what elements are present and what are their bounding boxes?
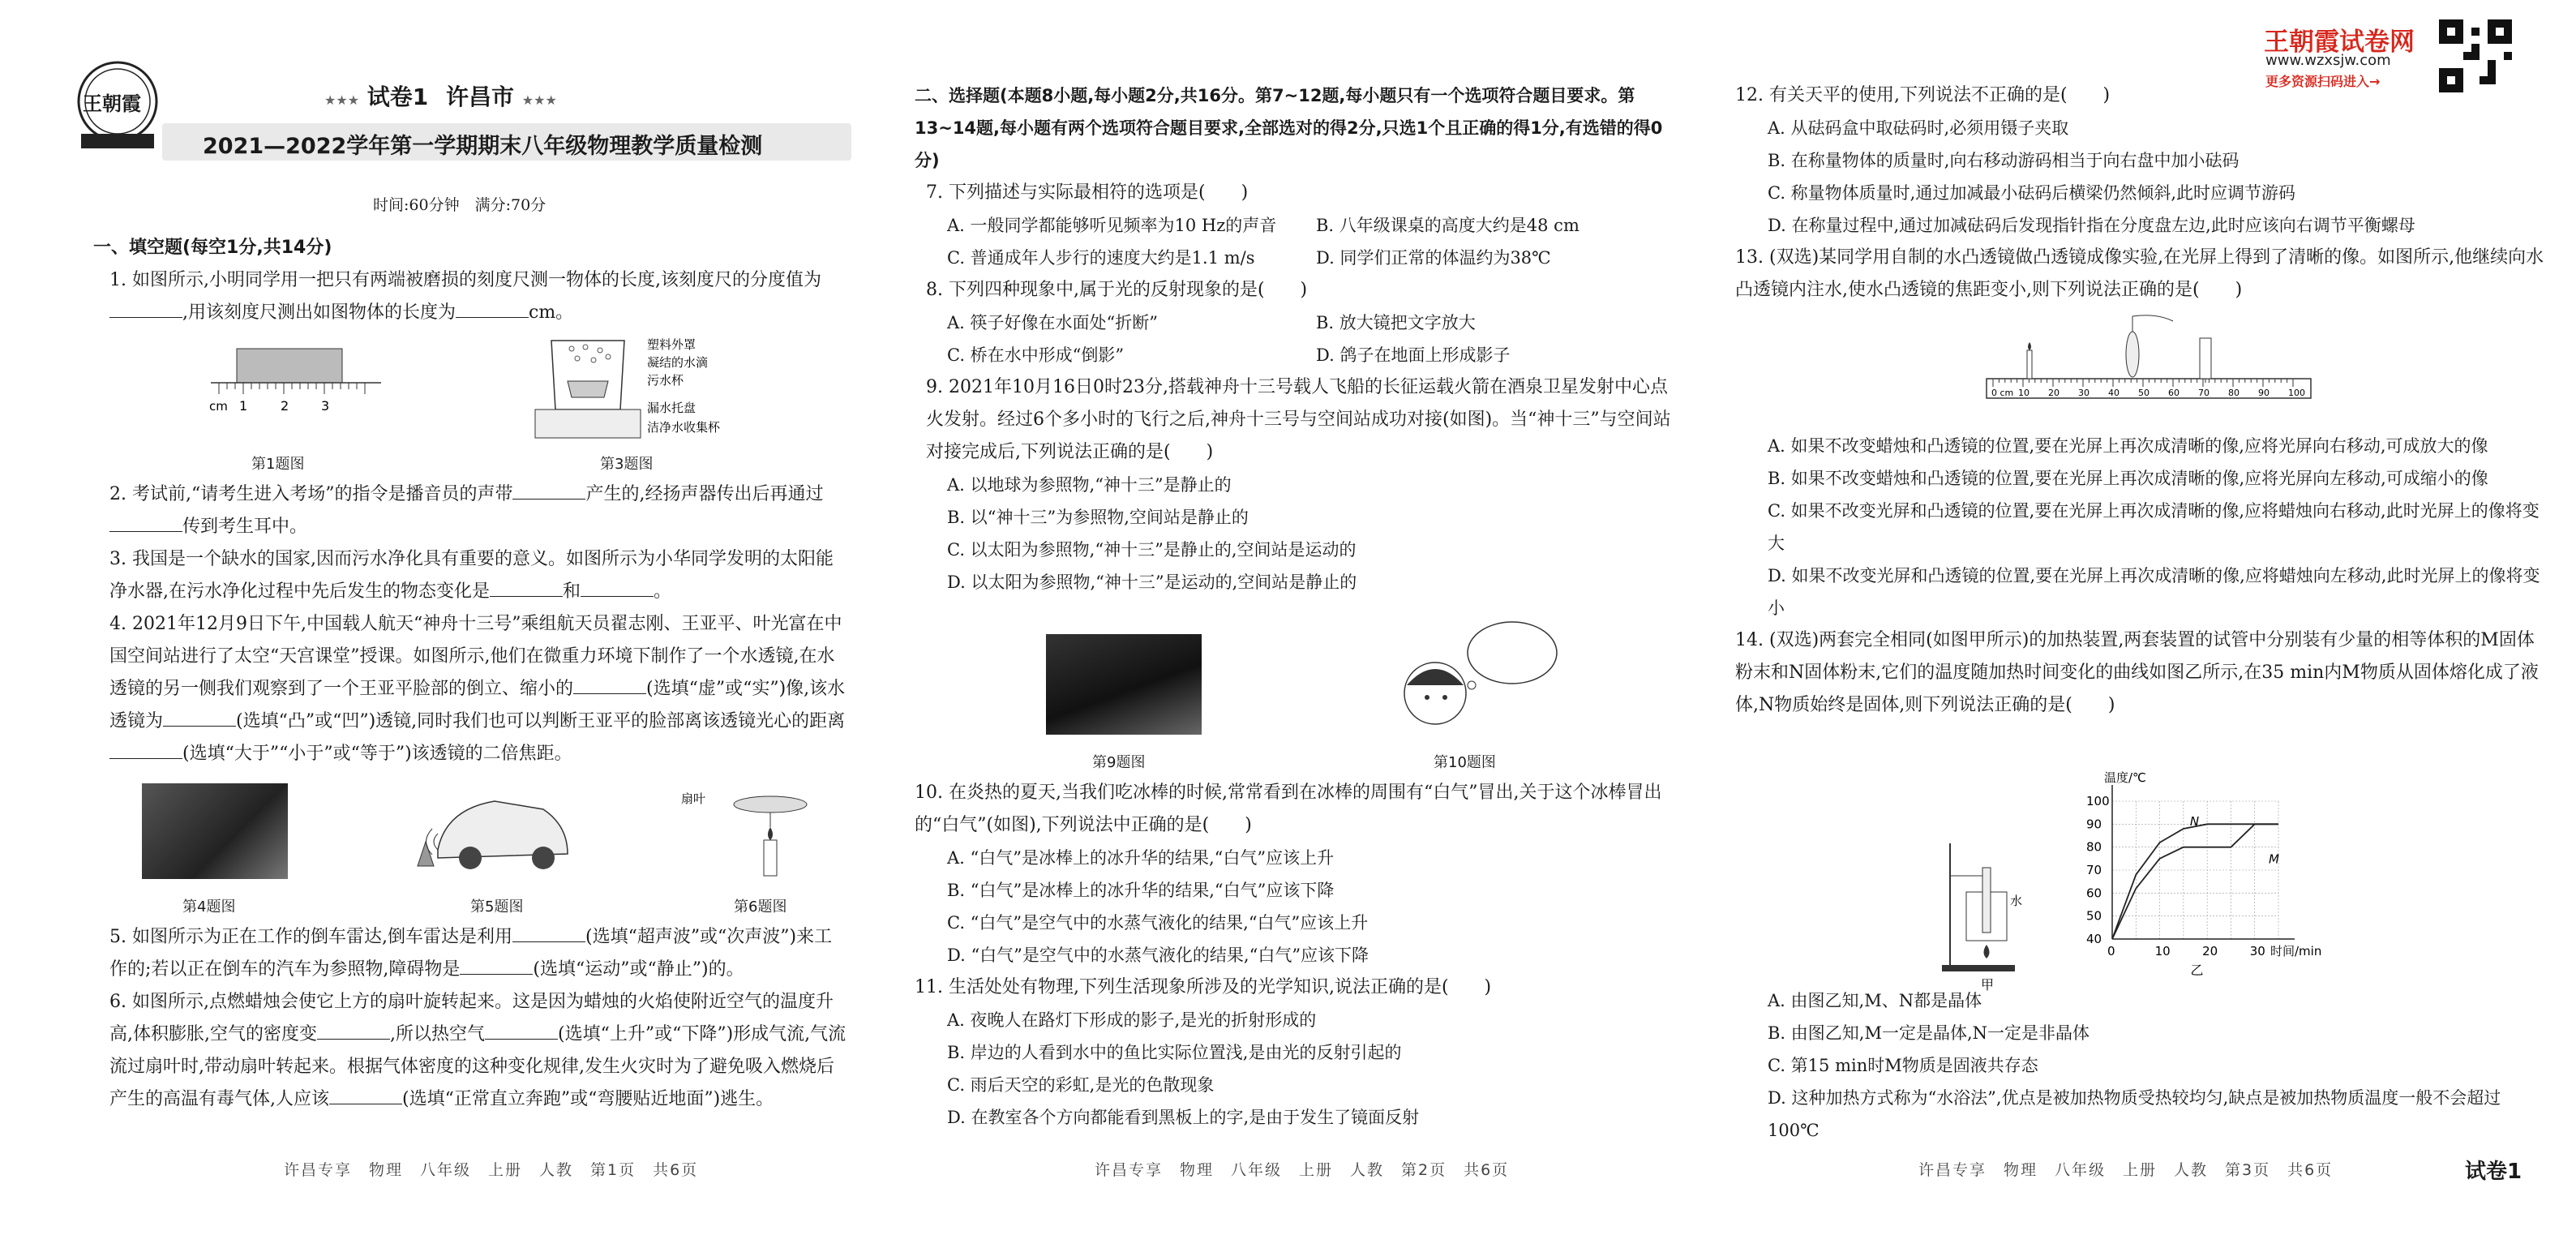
bench-tick-label: 60: [2168, 388, 2180, 398]
fig3-label: 凝结的水滴: [647, 355, 709, 370]
ruler-tick-label: 1: [239, 398, 248, 414]
y-axis-label: 温度/℃: [2104, 770, 2146, 785]
answer-blank[interactable]: [490, 578, 563, 597]
option[interactable]: C. 普通成年人步行的速度大约是1.1 m/s: [947, 248, 1255, 268]
answer-blank[interactable]: [581, 578, 654, 597]
figure-4-photo: [142, 783, 288, 879]
option[interactable]: C. “白气”是空气中的水蒸气液化的结果,“白气”应该上升: [947, 913, 1369, 933]
question-12: 12. 有关天平的使用,下列说法不正确的是( ): [1735, 85, 2111, 105]
time-info: 时间:60分钟 满分:70分: [373, 196, 546, 214]
figure-10-caption: 第10题图: [1434, 754, 1496, 771]
fig3-label: 漏水托盘: [647, 401, 697, 415]
question-5: 5. 如图所示为正在工作的倒车雷达,倒车雷达是利用 (选填“超声波”或“次声波”)来工作的;若以正在倒车的汽车为参照物,障碍物是 (选填“运动”或“静止”)的。: [93, 921, 847, 986]
option[interactable]: C. 雨后天空的彩虹,是光的色散现象: [947, 1075, 1215, 1095]
option[interactable]: B. 放大镜把文字放大: [1316, 313, 1476, 332]
option[interactable]: B. 如果不改变蜡烛和凸透镜的位置,要在光屏上再次成清晰的像,应将光屏向左移动,可成缩小的像: [1768, 469, 2488, 488]
option[interactable]: D. 如果不改变光屏和凸透镜的位置,要在光屏上再次成清晰的像,应将蜡烛向左移动,此时光屏上的像将变小: [1768, 566, 2540, 618]
bench-tick-label: 100: [2288, 388, 2305, 398]
brand-logo-text: 王朝霞: [83, 92, 141, 115]
fig3-label: 污水杯: [647, 373, 684, 388]
bench-tick-label: 50: [2138, 388, 2150, 398]
option[interactable]: A. 由图乙知,M、N都是晶体: [1768, 991, 1982, 1010]
option[interactable]: C. 以太阳为参照物,“神十三”是静止的,空间站是运动的: [947, 540, 1357, 560]
answer-blank[interactable]: [329, 1086, 402, 1104]
figure-14-apparatus: [1942, 835, 2039, 993]
answer-blank[interactable]: [512, 481, 585, 500]
y-tick-label: 50: [2086, 908, 2102, 924]
ruler-tick-label: 3: [321, 398, 330, 414]
x-tick-label: 0: [2107, 944, 2115, 958]
paper-title: [324, 79, 557, 112]
option[interactable]: A. 夜晚人在路灯下形成的影子,是光的折射形成的: [947, 1010, 1317, 1030]
figure-6-caption: 第6题图: [734, 898, 787, 916]
option[interactable]: C. 如果不改变光屏和凸透镜的位置,要在光屏上再次成清晰的像,应将蜡烛向右移动,此时光屏上的像将变大: [1768, 501, 2540, 553]
figure-3-caption: 第3题图: [600, 456, 654, 473]
temperature-time-chart: [2068, 770, 2335, 980]
figure-10-boy: [1370, 616, 1565, 738]
page-1: [0, 0, 884, 1235]
x-tick-label: 20: [2202, 944, 2218, 958]
option[interactable]: B. 在称量物体的质量时,向右移动游码相当于向右盘中加小砝码: [1768, 151, 2240, 170]
page-2: [892, 0, 1727, 1235]
bench-tick-label: 10: [2018, 388, 2030, 398]
fig3-label: 塑料外罩: [647, 337, 697, 352]
answer-blank[interactable]: [109, 513, 182, 532]
option[interactable]: A. 筷子好像在水面处“折断”: [947, 313, 1158, 332]
figure-5-car: [405, 777, 584, 882]
star-icon: ★★★: [521, 92, 557, 108]
series-line-M: [2112, 824, 2278, 939]
series-line-N: [2112, 824, 2278, 939]
x-axis-label: 时间/min: [2270, 944, 2322, 958]
option[interactable]: D. 鸽子在地面上形成影子: [1316, 345, 1511, 365]
option[interactable]: A. 一般同学都能够听见频率为10 Hz的声音: [947, 216, 1277, 235]
question-11: 11. 生活处处有物理,下列生活现象所涉及的光学知识,说法正确的是( ): [915, 977, 1492, 997]
question-7: 7. 下列描述与实际最相符的选项是( ): [926, 182, 1249, 203]
answer-blank[interactable]: [485, 1021, 558, 1040]
series-label: N: [2189, 814, 2200, 829]
option[interactable]: C. 称量物体质量时,通过加减最小砝码后横梁仍然倾斜,此时应调节游码: [1768, 183, 2296, 203]
answer-blank[interactable]: [460, 956, 533, 975]
option[interactable]: D. 同学们正常的体温约为38℃: [1316, 248, 1551, 268]
brand-url: www.wzxsjw.com: [2265, 52, 2391, 69]
figure-9-photo: [1046, 634, 1202, 735]
city: 许昌市: [446, 84, 515, 110]
figure-1-caption: 第1题图: [251, 456, 305, 473]
question-3: 3. 我国是一个缺水的国家,因而污水净化具有重要的意义。如图所示为小华同学发明的太阳能净水器,在污水净化过程中先后发生的物态变化是 和 。: [109, 549, 834, 602]
figure-5-caption: 第5题图: [470, 898, 524, 916]
question-10: 10. 在炎热的夏天,当我们吃冰棒的时候,常常看到在冰棒的周围有“白气”冒出,关于这个冰棒冒出的“白气”(如图),下列说法中正确的是( ): [915, 783, 1662, 835]
option[interactable]: D. 以太阳为参照物,“神十三”是运动的,空间站是静止的: [947, 572, 1357, 592]
fig3-label: 洁净水收集杯: [647, 420, 721, 435]
answer-blank[interactable]: [512, 924, 585, 942]
figure-4-caption: 第4题图: [182, 898, 236, 916]
exam-title: 2021—2022学年第一学期期末八年级物理教学质量检测: [203, 134, 763, 159]
option[interactable]: A. “白气”是冰棒上的冰升华的结果,“白气”应该上升: [947, 848, 1335, 868]
y-tick-label: 100: [2086, 794, 2110, 808]
page-footer: 许昌专享 物理 八年级 上册 人教 第1页 共6页: [284, 1161, 699, 1179]
figure-1-ruler: [203, 339, 446, 428]
question-9: 9. 2021年10月16日0时23分,搭载神舟十三号载人飞船的长征运载火箭在酒泉卫星发射中心点火发射。经过6个多小时的飞行之后,神舟十三号与空间站成功对接(如图)。当“神十三”与空间站对接完成后,下列说法正确的是( ): [926, 377, 1671, 462]
question-13: 13. (双选)某同学用自制的水凸透镜做凸透镜成像实验,在光屏上得到了清晰的像。如图所示,他继续向水凸透镜内注水,使水凸透镜的焦距变小,则下列说法正确的是( ): [1735, 247, 2544, 300]
x-tick-label: 30: [2249, 944, 2265, 958]
answer-blank[interactable]: [109, 740, 182, 759]
answer-blank[interactable]: [573, 675, 646, 694]
paper-no: 试卷1: [366, 84, 429, 110]
answer-blank[interactable]: [456, 299, 529, 318]
figure-13-optical-bench: [1970, 310, 2343, 423]
page-footer: 许昌专享 物理 八年级 上册 人教 第3页 共6页: [1918, 1161, 2334, 1179]
option[interactable]: B. 由图乙知,M一定是晶体,N一定是非晶体: [1768, 1023, 2090, 1043]
fig14-water-label: 水: [2010, 894, 2023, 908]
series-label: M: [2269, 851, 2279, 867]
option[interactable]: C. 第15 min时M物质是固液共存态: [1768, 1056, 2038, 1075]
option[interactable]: D. 在称量过程中,通过加减砝码后发现指针指在分度盘左边,此时应该向右调节平衡螺母: [1768, 216, 2415, 235]
question-1: 1. 如图所示,小明同学用一把只有两端被磨损的刻度尺测一物体的长度,该刻度尺的分度值为,用该刻度尺测出如图物体的长度为 cm。: [109, 270, 821, 323]
option[interactable]: B. “白气”是冰棒上的冰升华的结果,“白气”应该下降: [947, 881, 1335, 900]
bench-tick-label: 40: [2108, 388, 2120, 398]
option[interactable]: D. 在教室各个方向都能看到黑板上的字,是由于发生了镜面反射: [947, 1108, 1420, 1127]
fig6-label: 扇叶: [681, 791, 706, 806]
y-tick-label: 60: [2086, 886, 2102, 901]
brand-right: 王朝霞试卷网: [2264, 28, 2415, 57]
page-footer: 许昌专享 物理 八年级 上册 人教 第2页 共6页: [1095, 1161, 1510, 1179]
bench-tick-label: 30: [2078, 388, 2090, 398]
star-icon: ★★★: [324, 92, 360, 108]
corner-tag: 试卷1: [2465, 1160, 2522, 1184]
y-tick-label: 90: [2086, 817, 2102, 832]
section-choice: 二、选择题(本题8小题,每小题2分,共16分。第7~12题,每小题只有一个选项符合题目要求。第13~14题,每小题有两个选项符合题目要求,全部选对的得2分,只选1个且正确的得1分,有选错的得0分): [915, 86, 1663, 170]
question-4: 4. 2021年12月9日下午,中国载人航天“神舟十三号”乘组航天员翟志刚、王亚平、叶光富在中国空间站进行了太空“天宫课堂”授课。如图所示,他们在微重力环境下制作了一个水透镜,在水透镜的另一侧我们观察到了一个王亚平脸部的倒立、缩小的 (选填“虚”或“实”)像,该水透镜为 (选填“凸”或“凹”)透镜,同时我们也可以判断王亚平的脸部离该透镜光心的距离(选填“大于”“小于”或“等于”)该透镜的二倍焦距。: [109, 614, 846, 764]
x-tick-label: 10: [2154, 944, 2171, 958]
y-tick-label: 70: [2086, 863, 2102, 877]
answer-blank[interactable]: [317, 1021, 390, 1040]
section-fill: 一、填空题(每空1分,共14分): [93, 238, 332, 258]
brand-slogan: 更多资源扫码进入→: [2265, 74, 2381, 89]
option[interactable]: A. 以地球为参照物,“神十三”是静止的: [947, 475, 1232, 495]
exam-title-banner: [162, 123, 851, 161]
option[interactable]: D. 这种加热方式称为“水浴法”,优点是被加热物质受热较均匀,缺点是被加热物质温度一般不会超过100℃: [1768, 1088, 2501, 1140]
page-3: [1727, 0, 2576, 1235]
ruler-tick-label: 2: [281, 398, 289, 414]
option[interactable]: B. 岸边的人看到水中的鱼比实际位置浅,是由光的反射引起的: [947, 1043, 1402, 1062]
option[interactable]: B. 八年级课桌的高度大约是48 cm: [1316, 216, 1579, 235]
question-2: 2. 考试前,“请考生进入考场”的指令是播音员的声带 产生的,经扬声器传出后再通过传到考生耳中。: [93, 478, 847, 543]
answer-blank[interactable]: [109, 299, 182, 318]
answer-blank[interactable]: [163, 708, 236, 727]
fig14-label-a: 甲: [1981, 977, 1995, 993]
figure-6-candle: [681, 778, 843, 884]
ruler-tick-label: cm: [209, 399, 228, 414]
question-14: 14. (双选)两套完全相同(如图甲所示)的加热装置,两套装置的试管中分别装有少量的相等体积的M固体粉末和N固体粉末,它们的温度随加热时间变化的曲线如图乙所示,在35 min内M物质从固体熔化成了液体,N物质始终是固体,则下列说法正确的是( ): [1735, 630, 2539, 715]
option[interactable]: A. 如果不改变蜡烛和凸透镜的位置,要在光屏上再次成清晰的像,应将光屏向右移动,可成放大的像: [1768, 436, 2488, 456]
y-tick-label: 80: [2086, 839, 2102, 855]
figure-9-caption: 第9题图: [1092, 754, 1146, 771]
option[interactable]: D. “白气”是空气中的水蒸气液化的结果,“白气”应该下降: [947, 946, 1369, 965]
option[interactable]: C. 桥在水中形成“倒影”: [947, 345, 1125, 365]
question-6: 6. 如图所示,点燃蜡烛会使它上方的扇叶旋转起来。这是因为蜡烛的火焰使附近空气的温度升高,体积膨胀,空气的密度变 ,所以热空气 (选填“上升”或“下降”)形成气流,气流流过扇叶时,带动扇叶转起来。根据气体密度的这种变化规律,发生火灾时为了避免吸入燃烧后产生的高温有毒气体,人应该 (选填“正常直立奔跑”或“弯腰贴近地面”)逃生。: [109, 992, 847, 1109]
question-8: 8. 下列四种现象中,属于光的反射现象的是( ): [926, 280, 1308, 300]
bench-tick-label: 0 cm: [1991, 388, 2014, 398]
option[interactable]: A. 从砝码盒中取砝码时,必须用镊子夹取: [1768, 118, 2069, 138]
y-tick-label: 40: [2086, 932, 2102, 946]
figure-3-purifier: [527, 332, 770, 446]
option[interactable]: B. 以“神十三”为参照物,空间站是静止的: [947, 508, 1249, 527]
chart-caption: 乙: [2190, 963, 2204, 978]
bench-tick-label: 90: [2258, 388, 2270, 398]
bench-tick-label: 70: [2198, 388, 2210, 398]
bench-tick-label: 80: [2228, 388, 2240, 398]
bench-tick-label: 20: [2048, 388, 2060, 398]
